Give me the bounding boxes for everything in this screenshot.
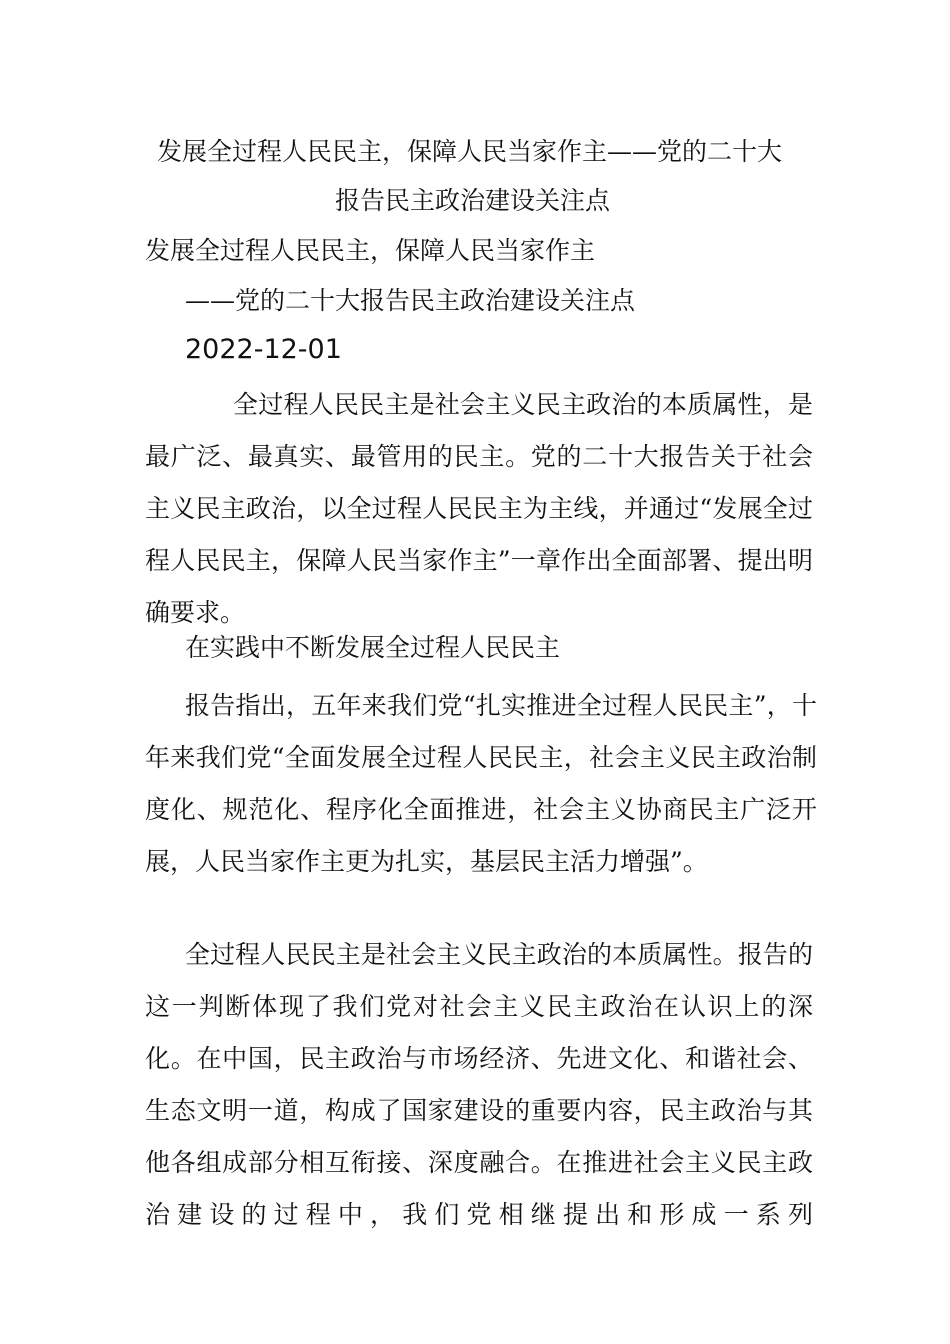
publish-date: 2022-12-01: [185, 334, 342, 365]
section-heading: 在实践中不断发展全过程人民民主: [185, 633, 561, 662]
title-line-2: 报告民主政治建设关注点: [335, 186, 611, 215]
article-heading: 发展全过程人民民主，保障人民当家作主: [145, 236, 596, 265]
paragraph-report-summary: 报告指出，五年来我们党“扎实推进全过程人民民主”，十年来我们党“全面发展全过程人民民主，社会主义民主政治制度化、规范化、程序化全面推进，社会主义协商民主广泛开展，人民当家作主更为扎实，基层民主活力增强”。: [145, 691, 817, 876]
title-line-1: 发展全过程人民民主，保障人民当家作主——党的二十大: [157, 137, 783, 166]
paragraph-essential-attribute: 全过程人民民主是社会主义民主政治的本质属性。报告的这一判断体现了我们党对社会主义民主政治在认识上的深化。在中国，民主政治与市场经济、先进文化、和谐社会、生态文明一道，构成了国家建设的重要内容，民主政治与其他各组成部分相互衔接、深度融合。在推进社会主义民主政治建设的过程中，我们党相继提出和形成一系列: [145, 940, 813, 1229]
article-subheading: ——党的二十大报告民主政治建设关注点: [185, 286, 636, 315]
paragraph-intro: 全过程人民民主是社会主义民主政治的本质属性，是最广泛、最真实、最管用的民主。党的二十大报告关于社会主义民主政治，以全过程人民民主为主线，并通过“发展全过程人民民主，保障人民当家作主”一章作出全面部署、提出明确要求。: [145, 390, 813, 627]
